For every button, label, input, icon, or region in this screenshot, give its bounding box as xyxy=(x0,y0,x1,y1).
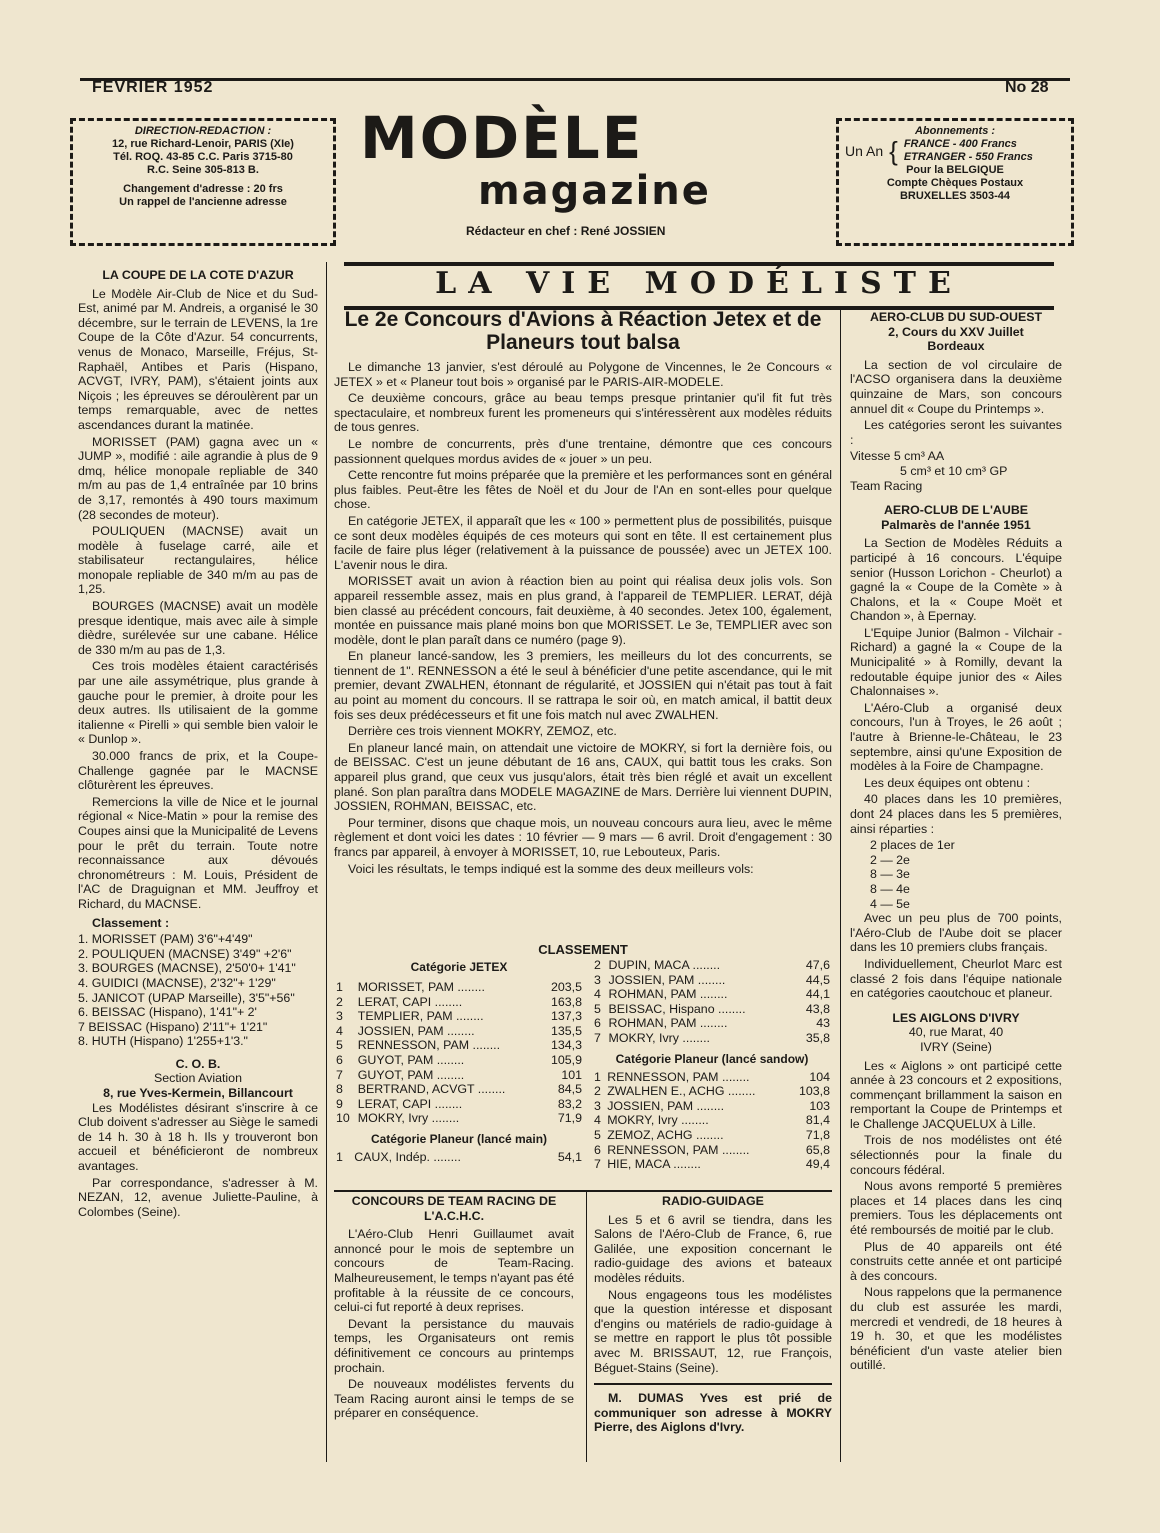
article-headline: Le 2e Concours d'Avions à Réaction Jetex et de Planeurs tout balsa xyxy=(344,308,822,354)
table-row xyxy=(334,1038,584,1053)
table-row xyxy=(592,958,832,973)
ranking-score: 71,9 xyxy=(557,1111,582,1126)
direction-box xyxy=(70,118,336,246)
ranking-score: 35,8 xyxy=(805,1030,830,1045)
ranking-score: 137,3 xyxy=(550,1009,582,1024)
ranking-score: 65,8 xyxy=(805,1142,830,1157)
table-row xyxy=(334,1053,584,1068)
aiglons-address: 40, rue Marat, 40 xyxy=(908,1025,1004,1040)
aiglons-paragraph: Trois de nos modélistes ont été sélectionnés pour la finale du concours fédéral. xyxy=(850,1133,1062,1177)
article-paragraph: En planeur lancé-sandow, les 3 premiers, les meilleurs du lot des concurrents, se tiennent de 1". RENNESSON a été le seul à bénéficier d'une petite ascendance, qui le mit premier, devant ZWALHEN, étonnant de régularité, et JOSSIEN qui n'était pas tout à fait au point au moment du concours. Il se rattrapa le soir où, en match amical, il battit deux fois ses deux prédécesseurs et fit une fois match nul avec ZWALHEN. xyxy=(334,649,832,722)
ranking-name: LERAT, CAPI ........ xyxy=(357,1096,463,1111)
ranking-rank: 4 xyxy=(594,1113,601,1128)
ranking-name: RENNESSON, PAM ........ xyxy=(607,1069,750,1084)
acso-category: 5 cm³ et 10 cm³ GP xyxy=(900,463,1008,478)
radio-heading: RADIO-GUIDAGE xyxy=(662,1194,764,1208)
table-row xyxy=(592,1113,832,1128)
ranking-name: ROHMAN, PAM ........ xyxy=(608,987,728,1002)
jetex-table xyxy=(334,980,584,1126)
aiglons-heading: LES AIGLONS D'IVRY xyxy=(892,1010,1020,1025)
ranking-name: BEISSAC, Hispano ........ xyxy=(608,1001,746,1016)
column-divider xyxy=(840,306,841,1462)
table-row xyxy=(592,1128,832,1143)
list-item: 8 — 3e xyxy=(870,867,910,882)
ranking-score: 54,1 xyxy=(557,1149,582,1164)
aiglons-city: IVRY (Seine) xyxy=(920,1039,992,1054)
table-row xyxy=(334,1097,584,1112)
team-paragraph: Devant la persistance du mauvais temps, les Organisateurs ont remis définitivement ce concours au printemps prochain. xyxy=(334,1316,574,1375)
ranking-score: 101 xyxy=(561,1067,582,1082)
table-row xyxy=(592,1099,832,1114)
acso-address: 2, Cours du XXV Juillet xyxy=(888,324,1024,339)
ranking-name: MOKRY, Ivry ........ xyxy=(607,1113,709,1128)
table-row xyxy=(592,1143,832,1158)
column-divider xyxy=(586,1192,587,1462)
ranking-score: 43 xyxy=(816,1016,830,1031)
article-paragraph: Cette rencontre fut moins préparée que la première et les performances sont en général plus faibles. Peut-être les fêtes de Noël et du Jour de l'An en sont-elles pour quelque chose. xyxy=(334,468,832,512)
table-row xyxy=(592,987,832,1002)
ranking-name: RENNESSON, PAM ........ xyxy=(607,1142,750,1157)
radio-article xyxy=(594,1194,832,1437)
ranking-score: 81,4 xyxy=(805,1113,830,1128)
aube-paragraph: Avec un peu plus de 700 points, l'Aéro-Club de l'Aube doit se placer dans les 10 premiers clubs français. xyxy=(850,911,1062,955)
subscription-box: Abonnements : Un An { FRANCE - 400 Francs ETRANGER - 550 Francs Pour la BELGIQUE Compte Chèques Postaux BRUXELLES 3503-44 xyxy=(836,118,1074,246)
ranking-name: MOKRY, Ivry ........ xyxy=(357,1111,460,1126)
acso-category: Vitesse 5 cm³ AA xyxy=(850,449,945,464)
radio-paragraph: Les 5 et 6 avril se tiendra, dans les Salons de l'Aéro-Club de France, 6, rue Galilée, une exposition concernant le radio-guidage des avions et bateaux modèles réduits. xyxy=(594,1212,832,1285)
cob-section: Section Aviation xyxy=(154,1071,242,1086)
right-column xyxy=(850,306,1062,1375)
acso-category: Team Racing xyxy=(850,478,923,493)
classement-list xyxy=(78,932,318,1049)
magazine-subtitle: magazine xyxy=(478,168,711,214)
list-item: 7 BEISSAC (Hispano) 2'11"+ 1'21" xyxy=(78,1019,268,1034)
aube-paragraph: L'Equipe Junior (Balmon - Vilchair - Richard) a gagné la « Coupe de la Municipalité » à Romilly, devant la redoutable équipe junior des « Ailes Chalonnaises ». xyxy=(850,625,1062,699)
radio-paragraph: Nous engageons tous les modélistes que la question intéresse et disposant d'engins ou matériels de radio-guidage à se mettre en rapport le plus tôt possible avec M. BRISSAUT, 12, rue François, Béguet-Stains (Seine). xyxy=(594,1287,832,1375)
ranking-name: JOSSIEN, PAM ........ xyxy=(607,1098,725,1113)
ranking-rank: 4 xyxy=(336,1023,343,1038)
ranking-rank: 7 xyxy=(336,1067,343,1082)
list-item: 5. JANICOT (UPAP Marseille), 3'5"+56" xyxy=(78,990,295,1005)
belgium-line: Pour la BELGIQUE xyxy=(906,164,1004,176)
table-row xyxy=(592,973,832,988)
team-racing-article xyxy=(334,1194,574,1423)
list-item: 2 — 2e xyxy=(870,852,910,867)
ranking-rank: 9 xyxy=(336,1096,343,1111)
direction-address: 12, rue Richard-Lenoir, PARIS (XIe) xyxy=(112,138,294,150)
ranking-rank: 5 xyxy=(594,1001,601,1016)
ranking-rank: 3 xyxy=(336,1009,343,1024)
column-divider xyxy=(326,262,327,1462)
article-paragraph: Voici les résultats, le temps indiqué est la somme des deux meilleurs vols: xyxy=(348,861,754,876)
ranking-name: JOSSIEN, PAM ........ xyxy=(357,1023,475,1038)
direction-rc: R.C. Seine 305-813 B. xyxy=(147,164,259,176)
table-row xyxy=(334,1111,584,1126)
article-paragraph: En planeur lancé main, on attendait une victoire de MOKRY, si fort la dernière fois, ou de BEISSAC. C'est un jeune débutant de 16 ans, CAUX, qui battit tous les craks. Son appareil plus grand, que ceux vus jusqu'alors, était très bien réglé et avait un excellent plané. Son plan paraîtra dans MODELE MAGAZINE de Mars. Derrière lui viennent DUPIN, JOSSIEN, ROHMAN, BEISSAC, etc. xyxy=(334,740,832,814)
left-column xyxy=(78,264,318,1221)
ranking-rank: 5 xyxy=(336,1038,343,1053)
coupe-heading: LA COUPE DE LA COTE D'AZUR xyxy=(102,268,294,282)
address-change-note: Un rappel de l'ancienne adresse xyxy=(119,196,287,208)
ranking-name: MOKRY, Ivry ........ xyxy=(608,1030,710,1045)
ranking-rank: 3 xyxy=(594,972,601,987)
table-row xyxy=(592,1031,832,1046)
list-item: 2 places de 1er xyxy=(870,838,955,853)
coupe-paragraph: Ces trois modèles étaient caractérisés par une aile assymétrique, plus grande à gauche pour le premier, à droite pour les deux autres. Ils utilisaient de la gomme italienne « Pirelli » qui semble bien valoir le « Dunlop ». xyxy=(78,659,318,747)
team-paragraph: De nouveaux modélistes fervents du Team Racing auront ainsi le temps de se préparer en conséquence. xyxy=(334,1377,574,1421)
ranking-score: 103,8 xyxy=(798,1084,830,1099)
coupe-paragraph: Remercions la ville de Nice et le journal régional « Nice-Matin » pour la remise des Coupes ainsi que la Municipalité de Levens pour le prêt du terrain. Toute notre reconnaissance aux dévoués chronométreurs : M. Louis, Président de l'AC de Draguignan et MM. Jeuffroy et Richard, du MACNSE. xyxy=(78,794,318,911)
belgium-number: BRUXELLES 3503-44 xyxy=(899,190,1011,202)
table-row xyxy=(334,1009,584,1024)
issue-date: FÉVRIER 1952 xyxy=(92,79,214,96)
cob-paragraph: Par correspondance, s'adresser à M. NEZAN, 12, avenue Juliette-Pauline, à Colombes (Seine). xyxy=(78,1175,318,1219)
ranking-name: GUYOT, PAM ........ xyxy=(357,1067,465,1082)
article-paragraph: Derrière ces trois viennent MOKRY, ZEMOZ, etc. xyxy=(348,724,617,739)
jetex-ranking xyxy=(334,960,584,1165)
aube-paragraph: 40 places dans les 10 premières, dont 24 places dans les 5 premières, ainsi réparties : xyxy=(850,792,1062,836)
article-paragraph: Ce deuxième concours, grâce au beau temps presque printanier qu'il fit fut très spectaculaire, et nombreux furent les promeneurs qui s'intéressèrent aux modèles réduits de tous genres. xyxy=(334,391,832,435)
section-title: LA VIE MODÉLISTE xyxy=(344,262,1054,310)
table-row xyxy=(334,995,584,1010)
direction-phone: Tél. ROQ. 43-85 C.C. Paris 3715-80 xyxy=(113,151,293,163)
table-row xyxy=(334,1150,584,1165)
ranking-name: GUYOT, PAM ........ xyxy=(357,1052,465,1067)
ranking-score: 105,9 xyxy=(550,1052,582,1067)
table-row xyxy=(334,1024,584,1039)
ranking-rank: 7 xyxy=(594,1030,601,1045)
belgium-account: Compte Chèques Postaux xyxy=(886,177,1024,189)
ranking-score: 135,5 xyxy=(550,1023,582,1038)
ranking-rank: 1 xyxy=(336,1149,343,1164)
coupe-paragraph: Le Modèle Air-Club de Nice et du Sud-Est, animé par M. Andreis, a organisé le 30 décembre, sur le terrain de LEVENS, la 1re Coupe de la Côte d'Azur. 54 concurrents, venus de Monaco, Marseille, Fréjus, St-Raphaël, Antibes et Paris (Hispano, ACVGT, IVRY, PAM), s'étaient joints aux Niçois ; les épreuves se déroulèrent par un temps remarquable, avec de nettes ascendances durant la matinée. xyxy=(78,286,318,432)
classement-heading: Classement : xyxy=(92,915,170,930)
price-etranger: ETRANGER - 550 Francs xyxy=(903,151,1033,163)
header-rule xyxy=(80,78,1070,81)
list-item: 4 — 5e xyxy=(870,896,910,911)
table-row xyxy=(592,1070,832,1085)
ranking-score: 104 xyxy=(809,1069,830,1084)
aube-paragraph: Les deux équipes ont obtenu : xyxy=(864,775,1031,790)
list-item: 3. BOURGES (MACNSE), 2'50'0+ 1'41" xyxy=(78,961,296,976)
dumas-notice: M. DUMAS Yves est prié de communiquer son adresse à MOKRY Pierre, des Aiglons d'Ivry. xyxy=(594,1391,832,1435)
aiglons-paragraph: Nous avons remporté 5 premières places et 14 places dans les cinq premiers. Tous les déplacements ont été remboursés de moitié par le club. xyxy=(850,1179,1062,1238)
acso-paragraph: Les catégories seront les suivantes : xyxy=(850,418,1062,447)
ranking-rank: 1 xyxy=(594,1069,601,1084)
ranking-score: 84,5 xyxy=(557,1082,582,1097)
article-paragraph: MORISSET avait un avion à réaction bien au point qui réalisa deux jolis vols. Son appareil ressemble assez, mais en plus grand, à l'appareil de TEMPLIER. LERAT, déjà bien classé au précédent concours, fait deuxième, à 40 secondes. Jetex 100, également, montée en puissance mais plané moins bon que MORISSET. Le 3e, TEMPLIER avec son modèle, dont le plan paraît dans ce numéro (page 9). xyxy=(334,574,832,647)
notice-rule xyxy=(594,1383,832,1385)
article-paragraph: En catégorie JETEX, il apparaît que les « 100 » permettent plus de possibilités, puisque ce sont deux modèles équipés de ces moteurs qui sont en tête. Il est certainement plus facile de faire plus léger (relativement à la puissance de poussée) avec un JETEX 100. L'avenir nous le dira. xyxy=(334,513,832,572)
magazine-title: MODÈLE xyxy=(360,104,644,172)
list-item: 4. GUIDICI (MACNSE), 2'32"+ 1'29" xyxy=(78,975,276,990)
aube-paragraph: Individuellement, Cheurlot Marc est classé 2 fois dans l'équipe nationale en catégories caoutchouc et planeur. xyxy=(850,956,1062,1001)
ranking-name: TEMPLIER, PAM ........ xyxy=(357,1009,484,1024)
ranking-score: 49,4 xyxy=(805,1157,830,1172)
ranking-score: 103 xyxy=(809,1098,830,1113)
table-row xyxy=(592,1016,832,1031)
table-row xyxy=(334,1082,584,1097)
article-paragraph: Le nombre de concurrents, près d'une trentaine, démontre que ces concours passionnent quelques mordus avides de « jouer » un peu. xyxy=(334,436,832,466)
table-row xyxy=(592,1084,832,1099)
ranking-rank: 2 xyxy=(594,1084,601,1099)
editor-line: Rédacteur en chef : René JOSSIEN xyxy=(466,224,666,238)
table-row xyxy=(592,1002,832,1017)
ranking-score: 44,5 xyxy=(805,972,830,987)
ranking-name: RENNESSON, PAM ........ xyxy=(357,1038,501,1053)
main-table-rest xyxy=(592,958,832,1046)
ranking-name: JOSSIEN, PAM ........ xyxy=(608,972,726,987)
subscription-period: Un An xyxy=(845,142,884,159)
list-item: 2. POULIQUEN (MACNSE) 3'49" +2'6" xyxy=(78,946,292,961)
main-heading: Catégorie Planeur (lancé main) xyxy=(370,1131,548,1146)
acso-city: Bordeaux xyxy=(927,339,985,354)
ranking-score: 71,8 xyxy=(805,1127,830,1142)
price-france: FRANCE - 400 Francs xyxy=(903,138,1017,150)
cob-address: 8, rue Yves-Kermein, Billancourt xyxy=(103,1086,293,1101)
ranking-name: ROHMAN, PAM ........ xyxy=(608,1016,728,1031)
ranking-name: MORISSET, PAM ........ xyxy=(357,980,485,994)
ranking-score: 134,3 xyxy=(550,1038,582,1053)
coupe-paragraph: 30.000 francs de prix, et la Coupe-Challenge gagnée par le MACNSE clôturèrent les épreuves. xyxy=(78,749,318,793)
main-article xyxy=(334,308,832,878)
aiglons-paragraph: Nous rappelons que la permanence du club est assurée les mardi, mercredi et vendredi, de 18 heures à 19 h. 30, et que les modélistes bénéficient d'un vaste atelier bien outillé. xyxy=(850,1285,1062,1373)
ranking-rank: 4 xyxy=(594,987,601,1002)
main-table-first xyxy=(334,1150,584,1165)
cob-paragraph: Les Modélistes désirant s'inscrire à ce Club doivent s'adresser au Siège le samedi de 14 h. 30 à 18 h. Ils y trouveront bon accueil et bénéficieront de nombreux avantages. xyxy=(78,1100,318,1174)
aube-paragraph: L'Aéro-Club a organisé deux concours, l'un à Troyes, le 26 août ; l'autre à Brienne-le-Château, le 23 septembre, ainsi qu'une Exposition de modèles à la Foire de Champagne. xyxy=(850,700,1062,774)
aiglons-paragraph: Plus de 40 appareils ont été construits cette année et ont participé à des concours. xyxy=(850,1239,1062,1283)
ranking-rank: 6 xyxy=(336,1052,343,1067)
section-rule xyxy=(334,1190,832,1192)
aiglons-paragraph: Les « Aiglons » ont participé cette année à 23 concours et 2 expositions, commençant brillamment la saison en remportant la Coupe de Printemps et le Challenge JACQUELUX à Lille. xyxy=(850,1058,1062,1131)
ranking-rank: 3 xyxy=(594,1098,601,1113)
aube-paragraph: La Section de Modèles Réduits a participé à 16 concours. L'équipe senior (Husson Lorichon - Cheurlot) a gagné la « Coupe de la Comète » à Chalons, et la « Coupe Moët et Chandon », à Epernay. xyxy=(850,536,1062,624)
jetex-heading: Catégorie JETEX xyxy=(410,960,508,974)
ranking-name: DUPIN, MACA ........ xyxy=(608,958,721,972)
team-heading: CONCOURS DE TEAM RACING DE L'A.C.H.C. xyxy=(351,1194,557,1223)
direction-heading: DIRECTION-REDACTION : xyxy=(134,125,272,137)
ranking-score: 47,6 xyxy=(805,958,830,972)
coupe-paragraph: POULIQUEN (MACNSE) avait un modèle à fuselage carré, aile et stabilisateur rectangulaires, hélice monopale repliable de 340 m/m au pas de 1,25. xyxy=(78,524,318,597)
classement-title: CLASSEMENT xyxy=(538,942,628,957)
table-row xyxy=(592,1157,832,1172)
acso-paragraph: La section de vol circulaire de l'ACSO organisera dans la deuxième quinzaine de Mars, son concours annuel dit « Coupe du Printemps ». xyxy=(850,357,1062,416)
aube-heading: AERO-CLUB DE L'AUBE xyxy=(883,503,1029,518)
ranking-rank: 10 xyxy=(336,1111,350,1126)
ranking-name: HIE, MACA ........ xyxy=(607,1157,701,1172)
ranking-name: LERAT, CAPI ........ xyxy=(357,994,463,1009)
coupe-paragraph: BOURGES (MACNSE) avait un modèle presque identique, mais avec aile à simple dièdre, surélevée sur une cabane. Hélice de 330 m/m au pas de 1,3. xyxy=(78,599,318,657)
second-ranking xyxy=(592,958,832,1172)
ranking-rank: 8 xyxy=(336,1082,343,1097)
ranking-name: ZWALHEN E., ACHG ........ xyxy=(607,1084,756,1099)
table-row xyxy=(334,980,584,995)
places-list xyxy=(850,838,1062,911)
ranking-rank: 2 xyxy=(594,958,601,972)
list-item: 8. HUTH (Hispano) 1'255+1'3." xyxy=(78,1034,248,1049)
ranking-rank: 7 xyxy=(594,1157,601,1172)
ranking-score: 43,8 xyxy=(805,1001,830,1016)
ranking-rank: 2 xyxy=(336,994,343,1009)
list-item: 8 — 4e xyxy=(870,881,910,896)
team-paragraph: L'Aéro-Club Henri Guillaumet avait annoncé pour le mois de septembre un concours de Team-Racing. Malheureusement, le temps n'ayant pas été profitable à la réussite de ce concours, celui-ci fut reporté à deux reprises. xyxy=(334,1227,574,1315)
list-item: 6. BEISSAC (Hispano), 1'41"+ 2' xyxy=(78,1005,257,1020)
aube-subheading: Palmarès de l'année 1951 xyxy=(881,517,1031,532)
ranking-name: CAUX, Indép. ........ xyxy=(354,1149,461,1164)
subscription-heading: Abonnements : xyxy=(914,125,996,137)
ranking-name: ZEMOZ, ACHG ........ xyxy=(607,1127,724,1142)
issue-number: No 28 xyxy=(1005,79,1049,96)
ranking-rank: 5 xyxy=(594,1127,601,1142)
coupe-paragraph: MORISSET (PAM) gagna avec un « JUMP », modifié : aile agrandie à plus de 9 dmq, hélice monopale repliable de 340 m/m au pas de 1,4 entraînée par 10 brins de 3,17, remontés à 490 tours maximum (28 secondes de moteur). xyxy=(78,434,318,522)
list-item: 1. MORISSET (PAM) 3'6"+4'49" xyxy=(78,932,253,947)
ranking-score: 44,1 xyxy=(805,987,830,1002)
ranking-name: BERTRAND, ACVGT ........ xyxy=(357,1082,506,1097)
article-paragraph: Le dimanche 13 janvier, s'est déroulé au Polygone de Vincennes, le 2e Concours « JETEX » et « Planeur tout bois » organisé par le PARIS-AIR-MODELE. xyxy=(334,360,832,389)
sandow-table xyxy=(592,1070,832,1172)
address-change-fee: Changement d'adresse : 20 frs xyxy=(123,183,283,195)
table-row xyxy=(334,1068,584,1083)
acso-heading: AERO-CLUB DU SUD-OUEST xyxy=(869,310,1043,324)
ranking-rank: 1 xyxy=(336,980,343,994)
sandow-heading: Catégorie Planeur (lancé sandow) xyxy=(615,1051,809,1066)
ranking-score: 203,5 xyxy=(550,980,582,994)
ranking-score: 83,2 xyxy=(557,1096,582,1111)
article-paragraph: Pour terminer, disons que chaque mois, un nouveau concours aura lieu, avec le même règlement et dont voici les dates : 10 février — 9 mars — 6 avril. Droit d'engagement : 30 francs par appareil, à envoyer à MORISSET, 10, rue Lebouteux, Paris. xyxy=(334,815,832,859)
ranking-rank: 6 xyxy=(594,1142,601,1157)
ranking-rank: 6 xyxy=(594,1016,601,1031)
ranking-score: 163,8 xyxy=(550,994,582,1009)
cob-heading: C. O. B. xyxy=(175,1056,221,1071)
